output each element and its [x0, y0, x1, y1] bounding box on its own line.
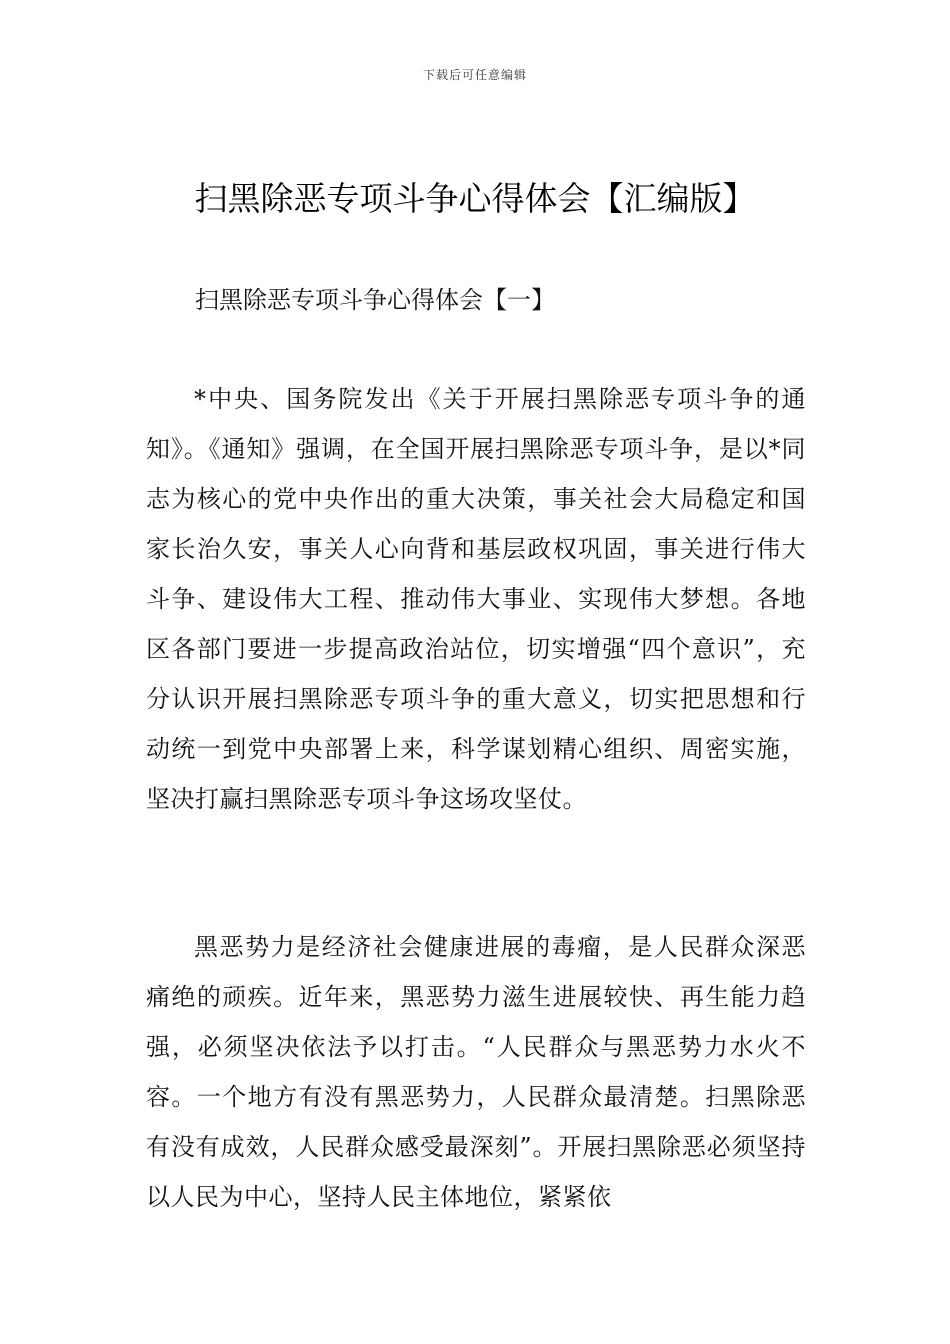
paragraph-1: *中央、国务院发出《关于开展扫黑除恶专项斗争的通知》。《通知》强调，在全国开展扫黑除恶专项斗争，是以*同志为核心的党中央作出的重大决策，事关社会大局稳定和国家长治久安，事关人心向背和基层政权巩固，事关进行伟大斗争、建设伟大工程、推动伟大事业、实现伟大梦想。各地区各部门要进一步提高政治站位，切实增强“四个意识”，充分认识开展扫黑除恶专项斗争的重大意义，切实把思想和行动统一到党中央部署上来，科学谋划精心组织、周密实施，坚决打赢扫黑除恶专项斗争这场攻坚仗。 — [146, 385, 806, 813]
document-title: 扫黑除恶专项斗争心得体会【汇编版】 — [194, 179, 756, 218]
paragraph-2: 黑恶势力是经济社会健康进展的毒瘤，是人民群众深恶痛绝的顽疾。近年来，黑恶势力滋生进展较快、再生能力趋强，必须坚决依法予以打击。“人民群众与黑恶势力水火不容。一个地方有没有黑恶势力，人民群众最清楚。扫黑除恶有没有成效，人民群众感受最深刻”。开展扫黑除恶必须坚持以人民为中心，坚持人民主体地位，紧紧依 — [146, 933, 806, 1211]
section-heading: 扫黑除恶专项斗争心得体会【一】 — [195, 286, 555, 314]
header-note: 下载后可任意编辑 — [422, 68, 527, 82]
